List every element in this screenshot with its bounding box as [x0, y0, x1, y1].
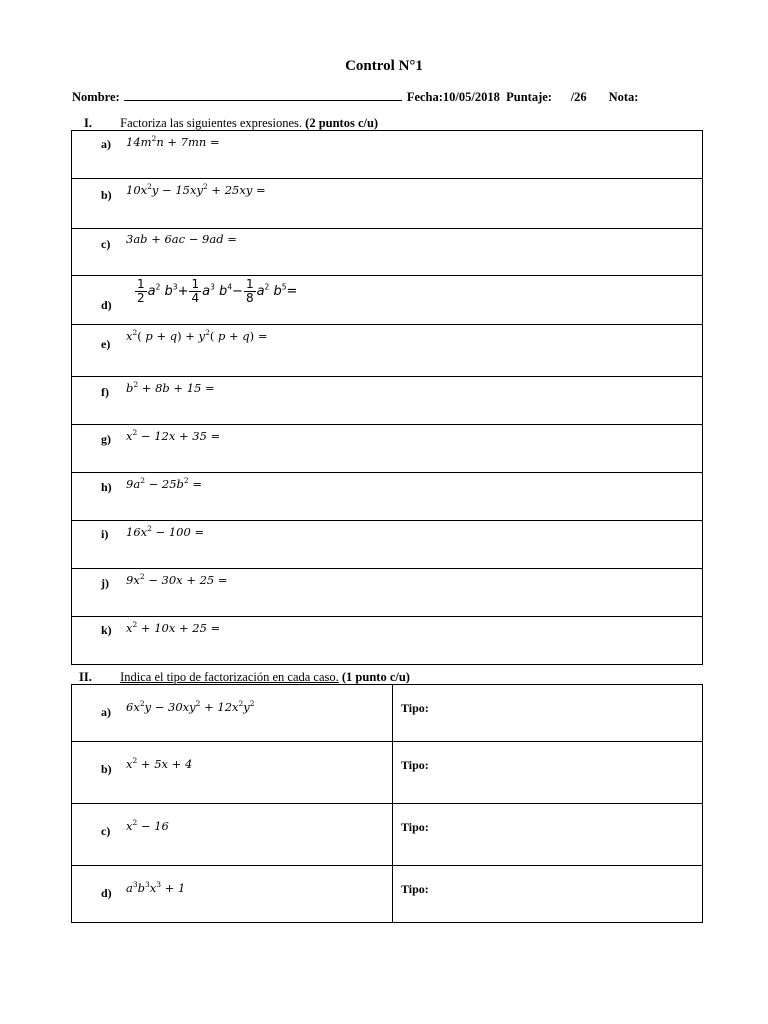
section-2-instruction: Indica el tipo de factorización en cada caso.	[120, 670, 339, 684]
tipo-answer-cell[interactable]	[393, 866, 702, 922]
exercise-label: d)	[101, 886, 112, 900]
fecha-value: 10/05/2018	[442, 90, 500, 104]
student-header	[72, 88, 712, 105]
exercise-label: h)	[101, 480, 112, 494]
exercise-row	[72, 742, 392, 803]
exercise-expression: $10x^2y - 15xy^2 + 25xy$ =	[126, 182, 266, 197]
exercise-row[interactable]	[72, 229, 702, 275]
section-1-points: (2 puntos c/u)	[305, 116, 379, 130]
puntaje-label: Puntaje:	[506, 90, 552, 104]
section-2-points: (1 punto c/u)	[341, 670, 410, 684]
tipo-answer-cell[interactable]	[393, 804, 702, 865]
exercise-row[interactable]	[72, 131, 702, 178]
page-title: Control N°1	[345, 58, 423, 74]
exercise-row[interactable]	[72, 617, 702, 664]
exercise-label: a)	[101, 705, 111, 719]
section-1-number: I.	[84, 116, 92, 130]
exercise-label: d)	[101, 298, 112, 312]
exercise-expression: $6x^2y - 30xy^2 + 12x^2y^2$	[126, 699, 255, 714]
tipo-label: Tipo:	[401, 820, 429, 834]
exercise-row[interactable]	[72, 569, 702, 616]
exercise-label: i)	[101, 527, 109, 541]
exercise-expression: $x^2 + 10x + 25$ =	[126, 620, 221, 635]
exercise-row[interactable]	[72, 377, 702, 424]
exercise-label: c)	[101, 237, 111, 251]
fecha-label: Fecha:	[406, 90, 443, 104]
exercise-row[interactable]	[72, 276, 702, 324]
exercise-label: b)	[101, 762, 112, 776]
exercise-expression: 3ab + 6ac − 9ad =	[126, 232, 237, 246]
exercise-row[interactable]	[72, 179, 702, 228]
exercise-expression: $14m^2n + 7mn$ =	[126, 134, 220, 149]
exercise-expression: $a^3b^3x^3 + 1$	[126, 880, 186, 895]
exercise-expression: $x^2$( $p + q) + y^2$( p + q) =	[126, 328, 268, 343]
exercise-row	[72, 804, 392, 865]
section-2-number: II.	[79, 670, 92, 684]
exercise-row[interactable]	[72, 473, 702, 520]
tipo-label: Tipo:	[401, 701, 429, 715]
exercise-label: c)	[101, 824, 111, 838]
exercise-expression: $9x^2 - 30x + 25$ =	[126, 572, 228, 587]
exercise-expression: $16x^2 - 100$ =	[126, 524, 205, 539]
exercise-expression: $\frac{1}{2}$ $a^2$ $b^3+$ $\frac{1}{4}$ $a^3$ $b^4-$ $\frac{1}{8}$ $a^2$ $b^5=$	[137, 277, 298, 305]
exercise-row	[72, 866, 392, 922]
exercise-label: a)	[101, 137, 111, 151]
exercise-expression: $x^2 - 16$	[126, 818, 169, 833]
section-1-instruction: Factoriza las siguientes expresiones.	[120, 116, 303, 130]
exercise-row[interactable]	[72, 325, 702, 376]
exercise-row[interactable]	[72, 521, 702, 568]
exercise-row	[72, 685, 392, 741]
exercise-label: g)	[101, 432, 111, 446]
section-2-table	[71, 684, 703, 923]
exercise-expression: $x^2 + 5x + 4$	[126, 756, 193, 771]
exercise-expression: $9a^2 - 25b^2$ =	[126, 476, 202, 491]
nombre-label: Nombre:	[72, 90, 120, 104]
exercise-label: b)	[101, 188, 112, 202]
tipo-answer-cell[interactable]	[393, 742, 702, 803]
section-2-heading	[79, 670, 410, 685]
nota-label: Nota:	[608, 90, 639, 104]
puntaje-value: /26	[570, 90, 587, 104]
tipo-answer-cell[interactable]	[393, 685, 702, 741]
tipo-label: Tipo:	[401, 882, 429, 896]
nombre-blank[interactable]	[124, 88, 402, 101]
exercise-label: j)	[101, 576, 109, 590]
section-1-heading	[84, 116, 378, 131]
section-1-table	[71, 130, 703, 665]
exercise-label: k)	[101, 623, 112, 637]
exercise-label: e)	[101, 337, 111, 351]
exercise-row[interactable]	[72, 425, 702, 472]
exercise-label: f)	[101, 385, 109, 399]
exercise-expression: $x^2 - 12x + 35$ =	[126, 428, 221, 443]
tipo-label: Tipo:	[401, 758, 429, 772]
exercise-expression: $b^2 + 8b + 15$ =	[126, 380, 215, 395]
